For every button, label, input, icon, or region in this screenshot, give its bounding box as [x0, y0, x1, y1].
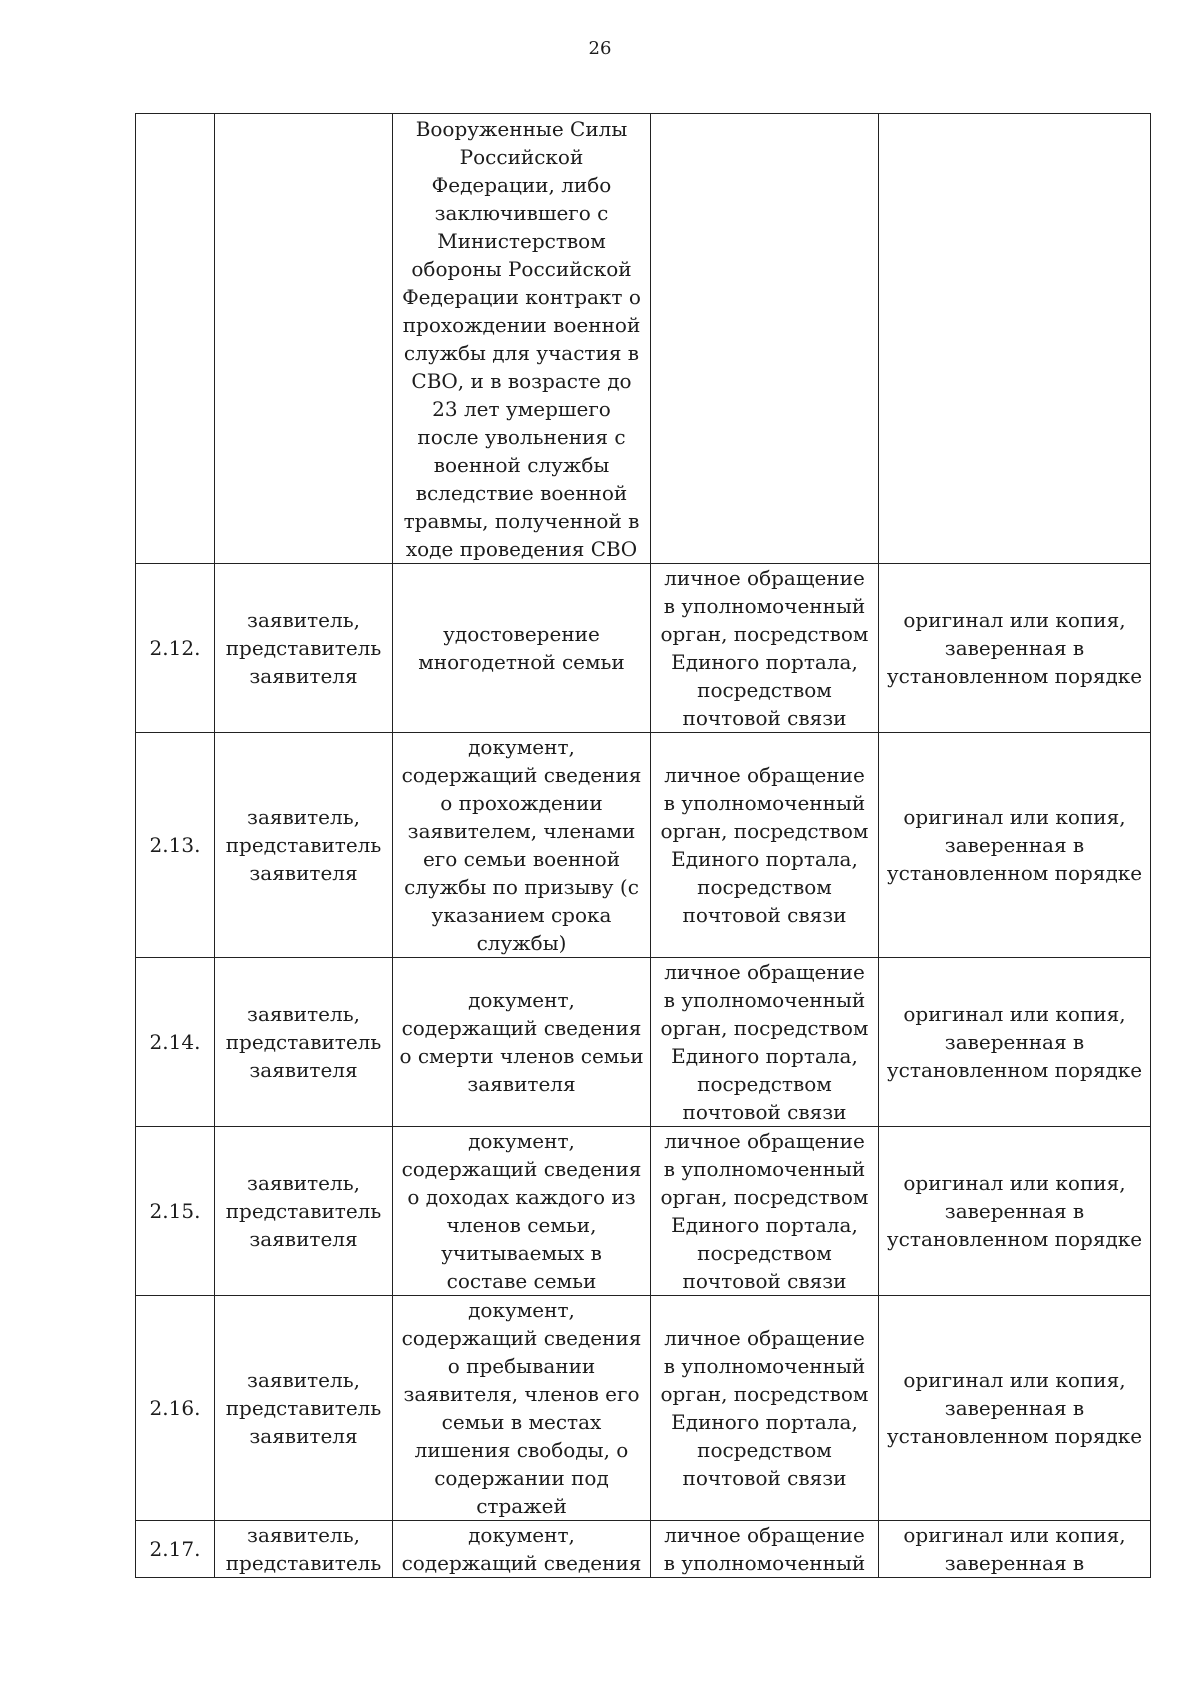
- document-form-text: оригинал или копия, заверенная в установленном порядке: [886, 608, 1143, 688]
- applicant-cell: [215, 733, 393, 958]
- document-text: документ, содержащий сведения о прохождении заявителем, членами его семьи военной службы по призыву (с указанием срока службы): [401, 735, 642, 955]
- table-row: [136, 114, 1151, 564]
- document-form-text: оригинал или копия, заверенная в установленном порядке: [886, 805, 1143, 885]
- document-cell: [393, 564, 651, 733]
- row-number: 2.15.: [136, 1127, 215, 1296]
- submission-method-text: личное обращение в уполномоченный: [663, 1523, 866, 1575]
- applicant-text: заявитель, представитель: [225, 1523, 382, 1575]
- document-cell: [393, 733, 651, 958]
- document-cell: [393, 1127, 651, 1296]
- applicant-cell: [215, 564, 393, 733]
- table-row: [136, 958, 1151, 1127]
- submission-method-text: личное обращение в уполномоченный орган, посредством Единого портала, посредством почтовой связи: [660, 763, 869, 927]
- table-row: [136, 1127, 1151, 1296]
- document-form-text: оригинал или копия, заверенная в установленном порядке: [886, 1171, 1143, 1251]
- applicant-text: заявитель, представитель заявителя: [225, 608, 382, 688]
- submission-method-cell: [651, 1296, 879, 1521]
- row-number: 2.13.: [136, 733, 215, 958]
- document-form-cell: [879, 733, 1151, 958]
- document-form-cell: [879, 1127, 1151, 1296]
- applicant-cell: [215, 1521, 393, 1578]
- document-cell: [393, 1296, 651, 1521]
- applicant-cell: [215, 1127, 393, 1296]
- submission-method-text: личное обращение в уполномоченный орган, посредством Единого портала, посредством почтовой связи: [660, 566, 869, 730]
- submission-method-text: личное обращение в уполномоченный орган, посредством Единого портала, посредством почтовой связи: [660, 1129, 869, 1293]
- table-row: [136, 1521, 1151, 1578]
- document-text: Вооруженные Силы Российской Федерации, либо заключившего с Министерством обороны Российской Федерации контракт о прохождении военной службы для участия в СВО, и в возрасте до 23 лет умершего после увольнения с военной службы вследствие военной травмы, полученной в ходе проведения СВО: [402, 117, 641, 561]
- document-text: документ, содержащий сведения: [401, 1523, 642, 1575]
- applicant-cell: [215, 958, 393, 1127]
- table-row: [136, 1296, 1151, 1521]
- document-form-text: оригинал или копия, заверенная в: [903, 1523, 1126, 1575]
- submission-method-text: личное обращение в уполномоченный орган, посредством Единого портала, посредством почтовой связи: [660, 1326, 869, 1490]
- document-cell: [393, 958, 651, 1127]
- applicant-text: заявитель, представитель заявителя: [225, 1002, 382, 1082]
- submission-method-cell: [651, 733, 879, 958]
- document-form-cell: [879, 564, 1151, 733]
- table-row: [136, 564, 1151, 733]
- document-form-cell: [879, 114, 1151, 564]
- row-number: 2.17.: [136, 1521, 215, 1578]
- row-number: 2.14.: [136, 958, 215, 1127]
- document-form-text: оригинал или копия, заверенная в установленном порядке: [886, 1002, 1143, 1082]
- submission-method-cell: [651, 564, 879, 733]
- submission-method-text: личное обращение в уполномоченный орган, посредством Единого портала, посредством почтовой связи: [660, 960, 869, 1124]
- document-text: документ, содержащий сведения о пребывании заявителя, членов его семьи в местах лишения свободы, о содержании под стражей: [401, 1298, 642, 1518]
- applicant-text: заявитель, представитель заявителя: [225, 1171, 382, 1251]
- document-text: документ, содержащий сведения о доходах каждого из членов семьи, учитываемых в составе семьи: [401, 1129, 642, 1293]
- applicant-cell: [215, 114, 393, 564]
- row-number: 2.12.: [136, 564, 215, 733]
- document-cell: [393, 114, 651, 564]
- document-form-text: оригинал или копия, заверенная в установленном порядке: [886, 1368, 1143, 1448]
- applicant-text: заявитель, представитель заявителя: [225, 805, 382, 885]
- submission-method-cell: [651, 114, 879, 564]
- page-number: 26: [588, 38, 612, 59]
- applicant-cell: [215, 1296, 393, 1521]
- documents-table: [135, 113, 1151, 1578]
- document-text: удостоверение многодетной семьи: [418, 622, 625, 674]
- document-form-cell: [879, 1296, 1151, 1521]
- document-form-cell: [879, 958, 1151, 1127]
- document-cell: [393, 1521, 651, 1578]
- row-number-cell: [136, 114, 215, 564]
- submission-method-cell: [651, 958, 879, 1127]
- row-number: 2.16.: [136, 1296, 215, 1521]
- document-text: документ, содержащий сведения о смерти членов семьи заявителя: [399, 988, 644, 1096]
- applicant-text: заявитель, представитель заявителя: [225, 1368, 382, 1448]
- table-row: [136, 733, 1151, 958]
- document-form-cell: [879, 1521, 1151, 1578]
- submission-method-cell: [651, 1521, 879, 1578]
- submission-method-cell: [651, 1127, 879, 1296]
